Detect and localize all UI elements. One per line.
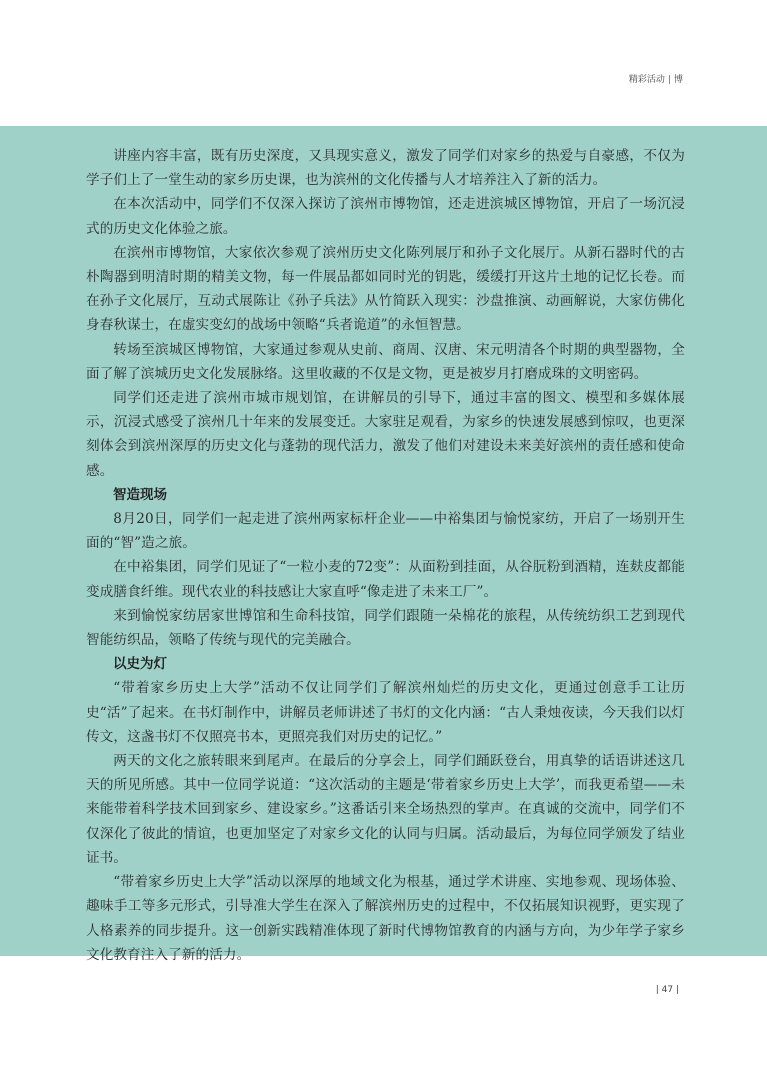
paragraph-2: 在本次活动中，同学们不仅深入探访了滨州市博物馆，还走进滨城区博物馆，开启了一场沉浸式的历史文化体验之旅。 — [86, 196, 685, 237]
running-header — [629, 72, 683, 85]
paragraph-3: 在滨州市博物馆，大家依次参观了滨州历史文化陈列展厅和孙子文化展厅。从新石器时代的古朴陶器到明清时期的精美文物，每一件展品都如同时光的钥匙，缓缓打开这片土地的记忆长卷。而在孙子文化展厅，互动式展陈让《孙子兵法》从竹简跃入现实：沙盘推演、动画解说，大家仿佛化身春秋谋士，在虚实变幻的战场中领略“兵者诡道”的永恒智慧。 — [86, 244, 685, 334]
page-number: | 47 | — [655, 985, 679, 995]
section-heading-history-as-lamp: 以史为灯 — [113, 656, 167, 673]
paragraph-6: 8月20日，同学们一起走进了滨州两家标杆企业——中裕集团与愉悦家纺，开启了一场别开生面的“智”造之旅。 — [86, 511, 685, 552]
paragraph-4: 转场至滨城区博物馆，大家通过参观从史前、商周、汉唐、宋元明清各个时期的典型器物，全面了解了滨城历史文化发展脉络。这里收藏的不仅是文物，更是被岁月打磨成珠的文明密码。 — [86, 341, 685, 382]
paragraph-11: “带着家乡历史上大学”活动以深厚的地域文化为根基，通过学术讲座、实地参观、现场体验、趣味手工等多元形式，引导准大学生在深入了解滨州历史的过程中，不仅拓展知识视野，更实现了人格素养的同步提升。这一创新实践精准体现了新时代博物馆教育的内涵与方向，为少年学子家乡文化教育注入了新的活力。 — [86, 874, 685, 963]
header-column: 博 — [673, 75, 683, 85]
paragraph-9: “带着家乡历史上大学”活动不仅让同学们了解滨州灿烂的历史文化，更通过创意手工让历史“活”了起来。在书灯制作中，讲解员老师讲述了书灯的文化内涵：“古人秉烛夜读，今天我们以灯传文，这盏书灯不仅照亮书本，更照亮我们对历史的记忆。” — [86, 680, 685, 745]
header-separator: | — [667, 75, 671, 85]
paragraph-1: 讲座内容丰富，既有历史深度，又具现实意义，激发了同学们对家乡的热爱与自豪感，不仅为学子们上了一堂生动的家乡历史课，也为滨州的文化传播与人才培养注入了新的活力。 — [86, 148, 685, 189]
paragraph-10: 两天的文化之旅转眼来到尾声。在最后的分享会上，同学们踊跃登台，用真挚的话语讲述这几天的所见所感。其中一位同学说道：“这次活动的主题是‘带着家乡历史上大学’，而我更希望——未来能带着科学技术回到家乡、建设家乡。”这番话引来全场热烈的掌声。在真诚的交流中，同学们不仅深化了彼此的情谊，也更加坚定了对家乡文化的认同与归属。活动最后，为每位同学颁发了结业证书。 — [86, 753, 685, 866]
paragraph-5: 同学们还走进了滨州市城市规划馆，在讲解员的引导下，通过丰富的图文、模型和多媒体展示，沉浸式感受了滨州几十年来的发展变迁。大家驻足观看，为家乡的快速发展感到惊叹，也更深刻体会到滨州深厚的历史文化与蓬勃的现代活力，激发了他们对建设未来美好滨州的责任感和使命感。 — [86, 390, 685, 479]
paragraph-7: 在中裕集团，同学们见证了“一粒小麦的72变”：从面粉到挂面，从谷朊粉到酒精，连麸皮都能变成膳食纤维。现代农业的科技感让大家直呼“像走进了未来工厂”。 — [86, 559, 685, 600]
section-heading-smart-manufacturing: 智造现场 — [113, 486, 167, 503]
article-panel — [0, 126, 767, 963]
paragraph-8: 来到愉悦家纺居家世博馆和生命科技馆，同学们跟随一朵棉花的旅程，从传统纺织工艺到现代智能纺织品，领略了传统与现代的完美融合。 — [86, 607, 685, 649]
header-section: 精彩活动 — [628, 75, 665, 85]
